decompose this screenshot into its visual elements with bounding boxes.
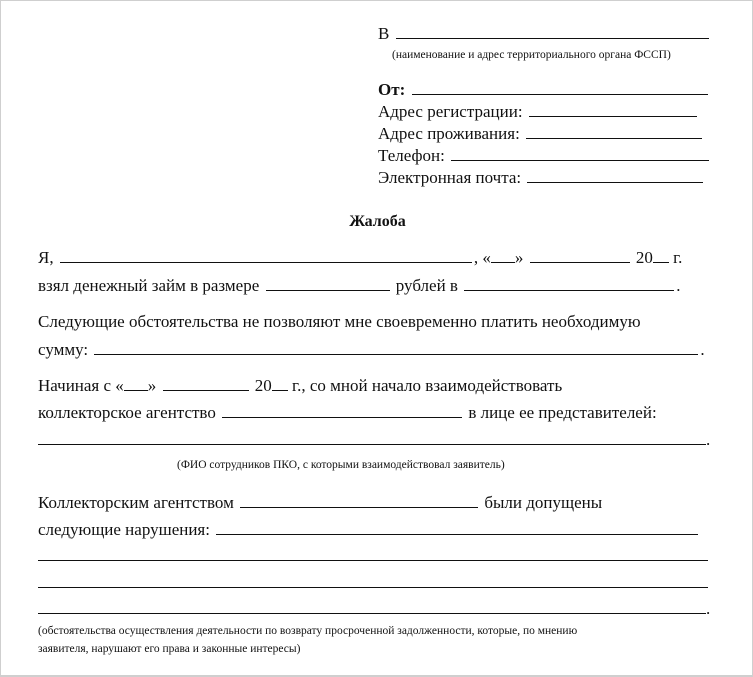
email-field[interactable] <box>527 166 703 183</box>
from-row <box>378 78 710 100</box>
phone-field[interactable] <box>451 144 709 161</box>
p1-year-suffix: г. <box>673 248 683 267</box>
p1-year-prefix: 20 <box>635 248 653 267</box>
registration-address-row <box>378 100 699 122</box>
phone-label: Телефон: <box>378 146 445 165</box>
p3-start-text: Начиная с « <box>38 376 124 395</box>
representatives-field[interactable] <box>38 428 706 445</box>
p4-line4 <box>38 571 708 593</box>
p3-line2 <box>38 401 657 423</box>
p1-end: . <box>676 276 681 295</box>
lender-field[interactable] <box>464 274 674 291</box>
p4-violations-label: следующие нарушения: <box>38 520 210 539</box>
p3-agency-text: коллекторское агентство <box>38 403 216 422</box>
collection-agency-field[interactable] <box>222 401 462 418</box>
violations-field-line3[interactable] <box>38 571 708 588</box>
p1-lender-text: рублей в <box>395 276 458 295</box>
document-title: Жалоба <box>349 213 406 230</box>
p2-sum-label: сумму: <box>38 340 89 359</box>
residence-address-label: Адрес проживания: <box>378 124 520 143</box>
violations-caption-line1: (обстоятельства осуществления деятельности по возврату просроченной задолженности, которые, по мнению <box>38 625 578 637</box>
violating-agency-field[interactable] <box>240 491 478 508</box>
p3-year-prefix: 20 <box>254 376 272 395</box>
p3-line3 <box>38 428 710 450</box>
to-authority-row <box>378 22 711 44</box>
loan-amount-field[interactable] <box>266 274 390 291</box>
p1-line1 <box>38 246 682 268</box>
circumstances-field[interactable] <box>94 338 698 355</box>
to-authority-field[interactable] <box>396 22 709 39</box>
p1-start-text: Я, <box>38 248 54 267</box>
email-label: Электронная почта: <box>378 168 522 187</box>
representatives-caption: (ФИО сотрудников ПКО, с которыми взаимодействовал заявитель) <box>177 459 505 471</box>
p2-line2 <box>38 338 705 360</box>
p3-line1 <box>38 374 562 396</box>
p2-line1: Следующие обстоятельства не позволяют мне своевременно платить необходимую <box>38 312 641 331</box>
p4-agency-text: Коллекторским агентством <box>38 493 234 512</box>
p4-line1 <box>38 491 602 513</box>
p4-line3 <box>38 544 708 566</box>
to-authority-caption: (наименование и адрес территориального органа ФССП) <box>392 49 671 61</box>
p4-allowed-text: были допущены <box>484 493 603 512</box>
full-name-field[interactable] <box>60 246 472 263</box>
registration-address-label: Адрес регистрации: <box>378 102 523 121</box>
phone-row <box>378 144 711 166</box>
interaction-day-field[interactable] <box>124 374 148 391</box>
p2-end: . <box>700 340 705 359</box>
p4-end: . <box>706 599 711 618</box>
violations-field-line2[interactable] <box>38 544 708 561</box>
loan-year-field[interactable] <box>653 246 669 263</box>
residence-address-row <box>378 122 704 144</box>
interaction-year-field[interactable] <box>272 374 288 391</box>
p4-line2 <box>38 518 700 540</box>
violations-caption-line2: заявителя, нарушают его права и законные интересы) <box>38 643 301 655</box>
p1-date-close: » <box>514 248 524 267</box>
p1-line2 <box>38 274 680 296</box>
email-row <box>378 166 705 188</box>
violations-field-line1[interactable] <box>216 518 698 535</box>
registration-address-field[interactable] <box>529 100 697 117</box>
from-field[interactable] <box>412 78 708 95</box>
violations-field-line4[interactable] <box>38 597 706 614</box>
p3-end: . <box>706 430 711 449</box>
residence-address-field[interactable] <box>526 122 702 139</box>
loan-month-field[interactable] <box>530 246 630 263</box>
p3-after-year-text: г., со мной начало взаимодействовать <box>292 376 563 395</box>
interaction-month-field[interactable] <box>163 374 249 391</box>
loan-day-field[interactable] <box>491 246 515 263</box>
p1-loan-amount-text: взял денежный займ в размере <box>38 276 260 295</box>
p3-date-close: » <box>147 376 157 395</box>
to-label: В <box>378 24 390 43</box>
p3-representatives-text: в лице ее представителей: <box>468 403 657 422</box>
p4-line5 <box>38 597 710 619</box>
p1-date-open: , « <box>473 248 491 267</box>
from-label: От: <box>378 80 406 99</box>
